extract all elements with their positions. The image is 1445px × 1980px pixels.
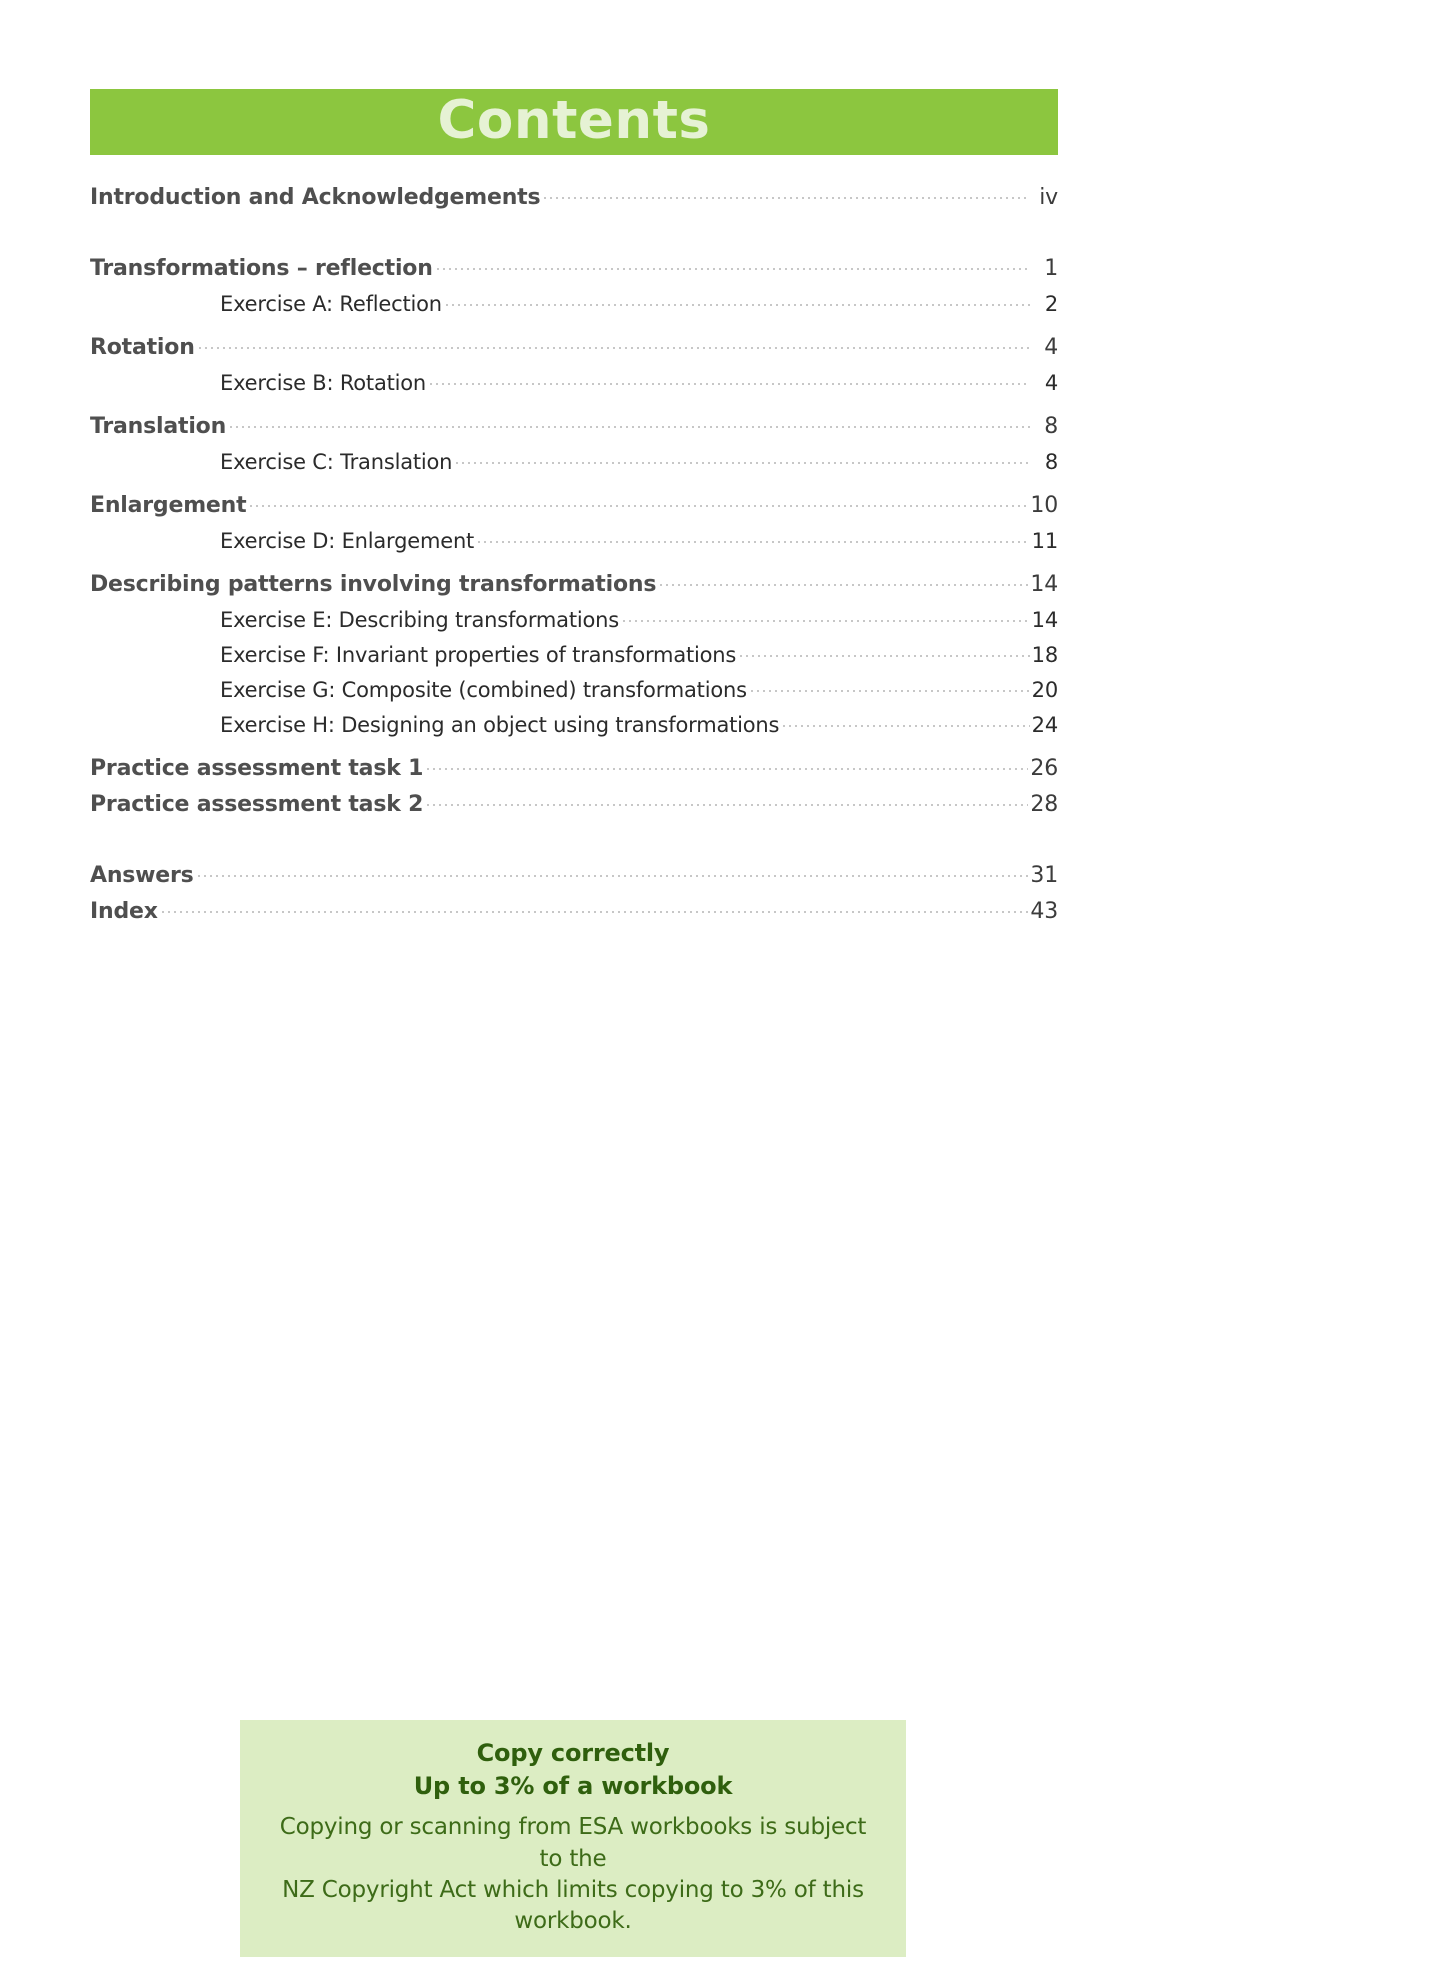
toc-dot-leader xyxy=(428,374,1030,390)
notice-heading: Copy correctly xyxy=(476,1739,670,1767)
toc-entry-page-number: 20 xyxy=(1031,678,1058,702)
toc-dot-leader xyxy=(160,902,1029,918)
toc-entry-page-number: 11 xyxy=(1031,529,1058,553)
toc-entry-label: Answers xyxy=(90,863,194,888)
toc-dot-leader xyxy=(196,866,1029,882)
copy-correctly-notice xyxy=(240,1720,906,1957)
notice-body-line-1: Copying or scanning from ESA workbooks is subject to the xyxy=(279,1814,867,1872)
toc-entry[interactable] xyxy=(90,678,1058,702)
toc-entry-label: Exercise F: Invariant properties of transformations xyxy=(220,643,737,667)
toc-entry-label: Exercise H: Designing an object using transformations xyxy=(220,713,780,737)
contents-header-band xyxy=(90,89,1058,155)
toc-entry-page-number: 14 xyxy=(1030,572,1058,597)
toc-entry-page-number: iv xyxy=(1039,185,1058,210)
toc-entry[interactable] xyxy=(90,756,1058,781)
toc-entry[interactable] xyxy=(90,256,1058,281)
toc-entry-page-number: 8 xyxy=(1044,414,1058,439)
toc-entry-label: Exercise D: Enlargement xyxy=(220,529,475,553)
toc-entry-label: Transformations – reflection xyxy=(90,256,433,281)
toc-entry[interactable] xyxy=(90,608,1058,632)
toc-entry-page-number: 14 xyxy=(1031,608,1058,632)
toc-entry-page-number: 26 xyxy=(1030,756,1058,781)
toc-entry[interactable] xyxy=(90,493,1058,518)
toc-entry-label: Introduction and Acknowledgements xyxy=(90,185,541,210)
toc-dot-leader xyxy=(738,646,1030,662)
toc-entry[interactable] xyxy=(90,185,1058,210)
toc-entry-label: Exercise C: Translation xyxy=(220,450,453,474)
toc-entry-page-number: 18 xyxy=(1031,643,1058,667)
toc-entry-page-number: 43 xyxy=(1030,899,1058,924)
toc-entry[interactable] xyxy=(90,899,1058,924)
toc-entry[interactable] xyxy=(90,643,1058,667)
toc-entry-page-number: 4 xyxy=(1044,371,1058,395)
toc-entry-label: Practice assessment task 1 xyxy=(90,756,424,781)
toc-entry[interactable] xyxy=(90,529,1058,553)
toc-entry[interactable] xyxy=(90,863,1058,888)
toc-dot-leader xyxy=(476,532,1030,548)
toc-entry-page-number: 24 xyxy=(1031,713,1058,737)
toc-dot-leader xyxy=(658,575,1028,591)
toc-entry[interactable] xyxy=(90,292,1058,316)
toc-dot-leader xyxy=(542,188,1030,204)
toc-dot-leader xyxy=(781,716,1029,732)
toc-entry-page-number: 10 xyxy=(1030,493,1058,518)
toc-entry-label: Enlargement xyxy=(90,493,247,518)
toc-dot-leader xyxy=(197,338,1030,354)
notice-body-line-2: NZ Copyright Act which limits copying to 3% of this workbook. xyxy=(282,1876,864,1935)
toc-entry[interactable] xyxy=(90,713,1058,737)
toc-entry-label: Exercise A: Reflection xyxy=(220,292,442,316)
toc-entry-page-number: 28 xyxy=(1030,792,1058,817)
toc-entry-label: Exercise E: Describing transformations xyxy=(220,608,619,632)
toc-entry[interactable] xyxy=(90,792,1058,817)
toc-dot-leader xyxy=(435,259,1030,275)
toc-entry-label: Describing patterns involving transformations xyxy=(90,572,657,597)
toc-dot-leader xyxy=(454,453,1030,469)
notice-subheading: Up to 3% of a workbook xyxy=(413,1772,733,1801)
toc-entry-label: Rotation xyxy=(90,335,195,360)
toc-entry-label: Index xyxy=(90,899,158,924)
toc-dot-leader xyxy=(749,681,1030,697)
toc-entry[interactable] xyxy=(90,572,1058,597)
table-of-contents xyxy=(90,185,1058,924)
toc-entry-label: Translation xyxy=(90,414,227,439)
toc-entry-label: Exercise G: Composite (combined) transformations xyxy=(220,678,747,702)
toc-dot-leader xyxy=(425,795,1028,811)
toc-entry-page-number: 2 xyxy=(1044,292,1058,316)
toc-entry-page-number: 1 xyxy=(1044,256,1058,281)
toc-entry-label: Exercise B: Rotation xyxy=(220,371,427,395)
page-title: Contents xyxy=(437,89,711,151)
toc-dot-leader xyxy=(621,611,1030,627)
toc-entry[interactable] xyxy=(90,450,1058,474)
toc-entry-page-number: 31 xyxy=(1030,863,1058,888)
toc-dot-leader xyxy=(444,295,1030,311)
toc-entry[interactable] xyxy=(90,371,1058,395)
toc-dot-leader xyxy=(248,496,1028,512)
toc-entry-page-number: 4 xyxy=(1044,335,1058,360)
toc-dot-leader xyxy=(425,759,1028,775)
toc-dot-leader xyxy=(228,417,1030,433)
toc-entry-page-number: 8 xyxy=(1044,450,1058,474)
toc-entry[interactable] xyxy=(90,335,1058,360)
toc-entry-label: Practice assessment task 2 xyxy=(90,792,424,817)
toc-entry[interactable] xyxy=(90,414,1058,439)
